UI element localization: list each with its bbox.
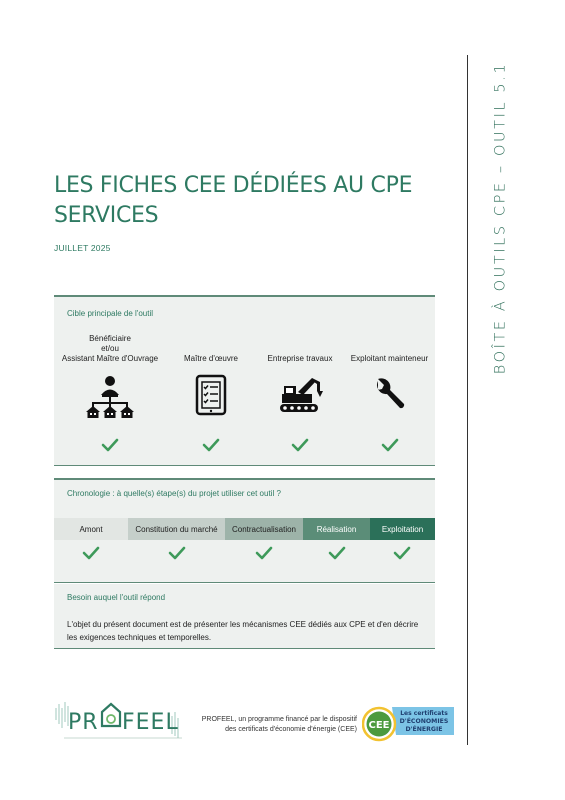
excavator-icon [276, 374, 324, 414]
wrench-icon [372, 377, 408, 413]
check-icon [168, 546, 186, 560]
phase-amont: Amont [54, 518, 128, 540]
check-icon [328, 546, 346, 560]
check-icon [291, 438, 309, 452]
phase-realisation: Réalisation [303, 518, 370, 540]
target-audience-panel [54, 295, 435, 466]
check-icon [82, 546, 100, 560]
page-title: LES FICHES CEE DÉDIÉES AU CPE SERVICES [54, 173, 413, 228]
target-name: Entreprise travaux [267, 354, 333, 363]
people-hierarchy-icon [84, 375, 136, 419]
svg-text:D'ÉNERGIE: D'ÉNERGIE [405, 726, 443, 733]
svg-text:Les certificats: Les certificats [400, 710, 448, 717]
need-label: Besoin auquel l'outil répond [67, 593, 166, 602]
target-name: Bénéficiaire et/ou Assistant Maître d'Ouvrage [61, 334, 159, 363]
check-icon [393, 546, 411, 560]
publication-date: JUILLET 2025 [54, 243, 111, 253]
need-description: L'objet du présent document est de présenter les mécanismes CEE dédiés aux CPE et d'en décrire les exigences techniques et temporelles. [67, 620, 419, 642]
clipboard-tablet-icon [195, 374, 227, 416]
svg-text:CEE: CEE [368, 720, 390, 731]
target-name: Maître d'œuvre [184, 354, 238, 363]
check-icon [381, 438, 399, 452]
chronology-label: Chronologie : à quelle(s) étape(s) du projet utiliser cet outil ? [67, 489, 281, 498]
phase-constitution: Constitution du marché [128, 518, 225, 540]
svg-text:PR: PR [68, 710, 99, 735]
need-panel [54, 584, 435, 649]
cee-logo [362, 705, 454, 743]
check-icon [255, 546, 273, 560]
target-name: Exploitant mainteneur [350, 354, 429, 363]
chronology-panel [54, 478, 435, 583]
target-project-manager [166, 297, 256, 465]
phase-checks [54, 544, 435, 564]
phase-exploitation: Exploitation [370, 518, 435, 540]
sidebar-title: BOÎTE À OUTILS CPE – OUTIL 5.1 [492, 61, 509, 374]
vertical-divider [467, 55, 468, 745]
phase-bar [54, 518, 435, 540]
profeel-logo [54, 696, 189, 744]
target-maintainer [344, 297, 435, 465]
target-audience-label: Cible principale de l'outil [67, 309, 154, 318]
check-icon [202, 438, 220, 452]
svg-text:D'ÉCONOMIES: D'ÉCONOMIES [399, 718, 449, 725]
footer-funding-text: PROFEEL, un programme financé par le dispositif des certificats d'économie d'énergie (CEE) [201, 716, 357, 733]
target-contractor [256, 297, 344, 465]
target-beneficiary [54, 297, 166, 465]
svg-text:FEEL: FEEL [122, 710, 179, 735]
check-icon [101, 438, 119, 452]
phase-contractualisation: Contractualisation [225, 518, 303, 540]
